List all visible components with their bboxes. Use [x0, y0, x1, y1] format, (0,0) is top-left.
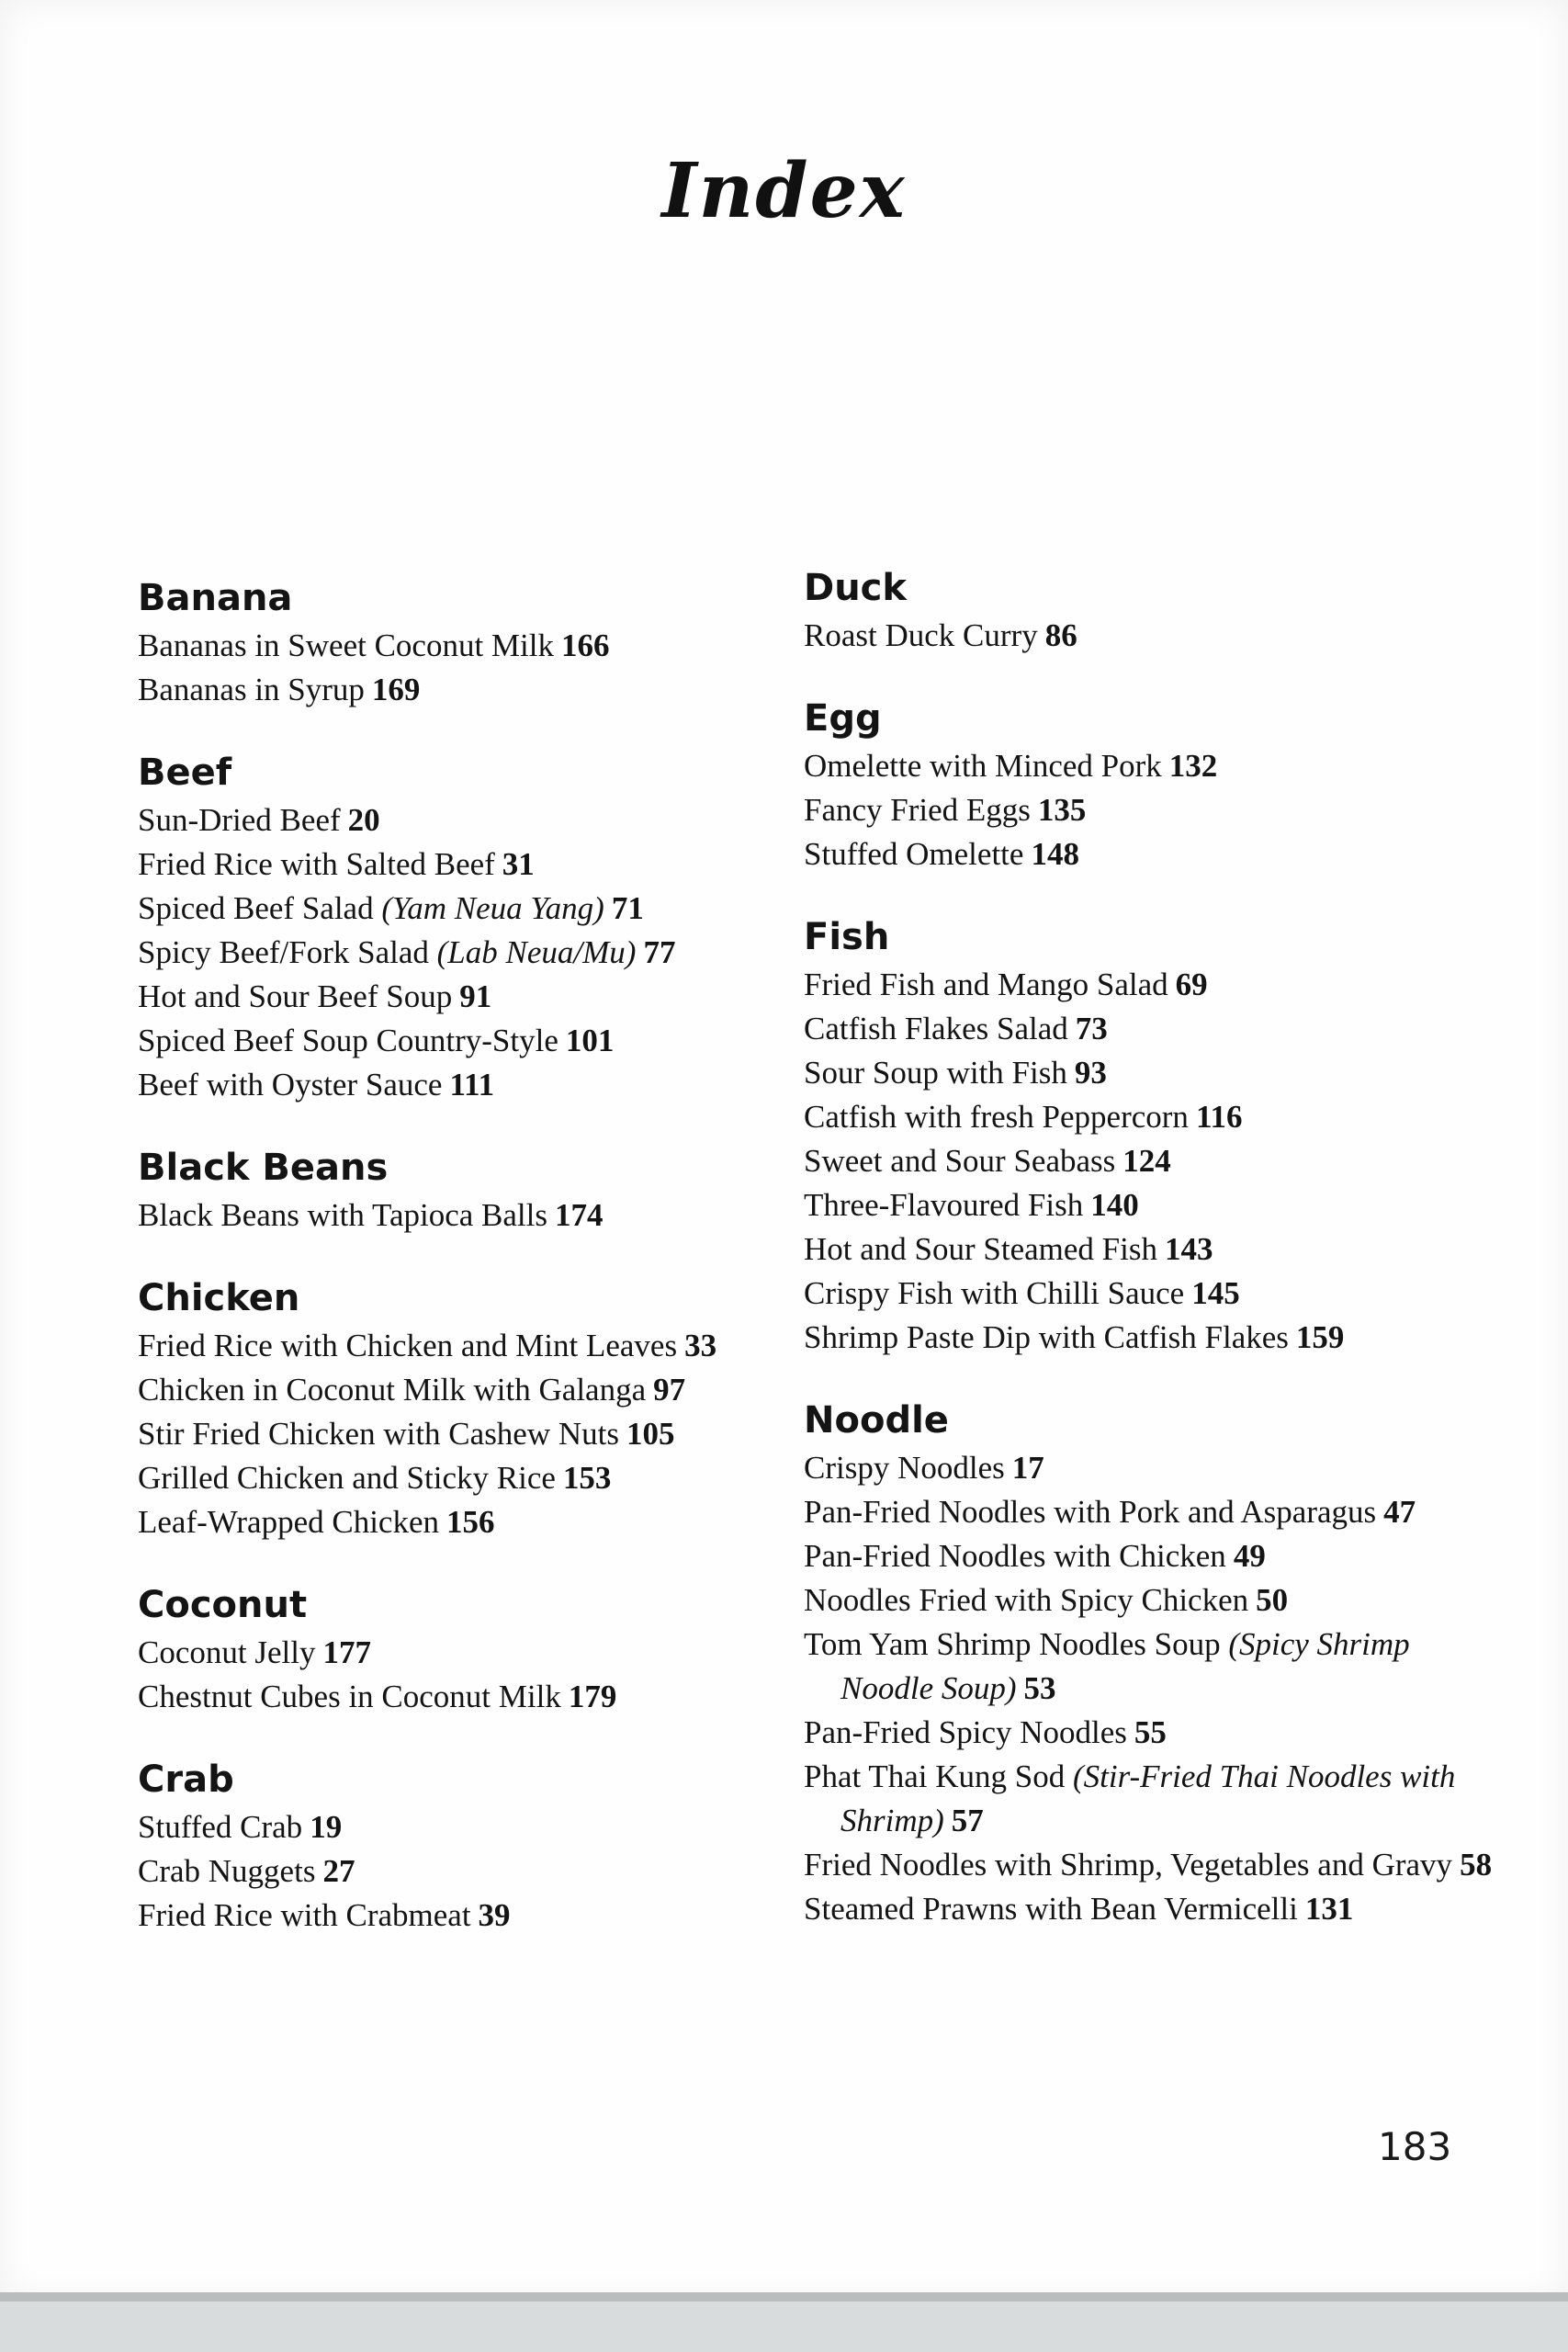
section-heading: Fish	[804, 916, 890, 958]
entry-page-number: 77	[643, 934, 676, 970]
entry-page-number: 105	[626, 1416, 675, 1452]
index-entry	[804, 1095, 1502, 1139]
index-entry	[138, 1019, 781, 1063]
index-section	[138, 1756, 781, 1938]
entry-page-number: 132	[1168, 748, 1218, 784]
entry-page-number: 156	[446, 1504, 495, 1540]
index-entry	[804, 963, 1502, 1007]
entry-title: Grilled Chicken and Sticky Rice	[138, 1460, 556, 1496]
entry-page-number: 169	[371, 672, 421, 707]
entry-page-number: 97	[653, 1372, 686, 1408]
index-entry	[804, 1139, 1502, 1183]
index-entry	[804, 788, 1502, 832]
index-entry	[804, 832, 1502, 876]
entry-page-number: 91	[459, 978, 492, 1014]
entry-title: Sun-Dried Beef	[138, 802, 341, 838]
index-entry	[804, 1183, 1502, 1227]
page-number: 183	[1378, 2124, 1452, 2169]
index-entry	[804, 1578, 1502, 1623]
section-heading: Crab	[138, 1758, 234, 1801]
entry-title: Three-Flavoured Fish	[804, 1187, 1084, 1223]
index-column-right	[804, 564, 1502, 1968]
entry-page-number: 58	[1460, 1847, 1493, 1883]
entry-page-number: 148	[1031, 836, 1079, 872]
entry-page-number: 86	[1044, 617, 1077, 653]
section-heading: Beef	[138, 752, 232, 794]
section-heading: Noodle	[804, 1399, 949, 1442]
index-entry	[138, 1500, 781, 1544]
entry-title: Hot and Sour Beef Soup	[138, 978, 453, 1014]
index-entry	[138, 842, 781, 887]
entry-title: Omelette with Minced Pork	[804, 748, 1162, 784]
entry-title: Bananas in Syrup	[138, 672, 365, 707]
index-entry	[804, 1316, 1502, 1360]
entry-title: Stuffed Omelette	[804, 836, 1024, 872]
entry-translation: (Stir-Fried Thai Noodles with Shrimp)	[840, 1758, 1456, 1838]
entry-translation: (Yam Neua Yang)	[381, 890, 604, 926]
index-section	[804, 1396, 1502, 1931]
index-entry	[804, 1446, 1502, 1490]
entry-title: Fried Noodles with Shrimp, Vegetables and Gravy	[804, 1847, 1453, 1883]
entry-page-number: 53	[1023, 1670, 1056, 1706]
index-entry	[804, 1843, 1502, 1887]
entry-page-number: 57	[951, 1803, 984, 1838]
entry-page-number: 55	[1134, 1714, 1167, 1750]
entry-translation: (Spicy Shrimp Noodle Soup)	[840, 1626, 1410, 1706]
index-entry	[804, 1227, 1502, 1272]
entry-title: Coconut Jelly	[138, 1634, 316, 1670]
entry-title: Leaf-Wrapped Chicken	[138, 1504, 440, 1540]
entry-title: Phat Thai Kung Sod	[804, 1758, 1066, 1794]
entry-page-number: 111	[449, 1067, 495, 1102]
index-section	[138, 749, 781, 1107]
index-entry	[138, 1894, 781, 1938]
entry-title: Spicy Beef/Fork Salad	[138, 934, 429, 970]
index-entry	[138, 1849, 781, 1894]
entry-page-number: 49	[1233, 1538, 1266, 1574]
index-section	[138, 574, 781, 712]
entry-title: Sour Soup with Fish	[804, 1055, 1067, 1091]
page-edge	[0, 2292, 1568, 2301]
entry-title: Tom Yam Shrimp Noodles Soup	[804, 1626, 1221, 1662]
index-entry	[804, 614, 1502, 658]
entry-title: Fancy Fried Eggs	[804, 792, 1031, 828]
index-entry	[804, 1534, 1502, 1578]
entry-page-number: 131	[1304, 1891, 1354, 1927]
index-entry	[804, 1755, 1502, 1843]
entry-title: Spiced Beef Salad	[138, 890, 374, 926]
entry-page-number: 140	[1090, 1187, 1139, 1223]
index-entry	[804, 1272, 1502, 1316]
entry-title: Stir Fried Chicken with Cashew Nuts	[138, 1416, 619, 1452]
entry-title: Fried Rice with Salted Beef	[138, 846, 495, 882]
entry-page-number: 33	[684, 1328, 717, 1363]
entry-page-number: 19	[310, 1809, 343, 1845]
entry-page-number: 124	[1122, 1143, 1171, 1179]
section-heading: Egg	[804, 697, 882, 740]
entry-page-number: 145	[1191, 1275, 1240, 1311]
index-entry	[804, 1051, 1502, 1095]
entry-page-number: 159	[1295, 1319, 1345, 1355]
entry-page-number: 47	[1383, 1494, 1416, 1530]
entry-page-number: 153	[562, 1460, 612, 1496]
entry-page-number: 174	[554, 1197, 604, 1233]
entry-page-number: 177	[322, 1634, 371, 1670]
index-entry	[138, 975, 781, 1019]
section-heading: Coconut	[138, 1584, 308, 1626]
index-entry	[804, 1623, 1502, 1711]
entry-page-number: 116	[1195, 1099, 1243, 1135]
index-entry	[138, 1456, 781, 1500]
entry-page-number: 31	[502, 846, 535, 882]
entry-page-number: 73	[1075, 1011, 1108, 1046]
index-entry	[138, 668, 781, 712]
index-entry	[138, 931, 781, 975]
index-column-left	[138, 574, 781, 1974]
entry-translation: (Lab Neua/Mu)	[436, 934, 637, 970]
entry-title: Roast Duck Curry	[804, 617, 1038, 653]
entry-page-number: 93	[1074, 1055, 1107, 1091]
entry-title: Sweet and Sour Seabass	[804, 1143, 1116, 1179]
entry-title: Crispy Fish with Chilli Sauce	[804, 1275, 1185, 1311]
index-section	[138, 1274, 781, 1544]
index-entry	[138, 1675, 781, 1719]
index-entry	[804, 1007, 1502, 1051]
entry-title: Noodles Fried with Spicy Chicken	[804, 1582, 1249, 1618]
index-section	[804, 564, 1502, 658]
index-section	[804, 695, 1502, 876]
entry-page-number: 39	[478, 1897, 511, 1933]
index-entry	[804, 1490, 1502, 1534]
entry-title: Pan-Fried Noodles with Chicken	[804, 1538, 1226, 1574]
entry-page-number: 27	[322, 1853, 355, 1889]
index-section	[138, 1144, 781, 1238]
entry-title: Black Beans with Tapioca Balls	[138, 1197, 547, 1233]
index-entry	[138, 1324, 781, 1368]
entry-title: Fried Rice with Crabmeat	[138, 1897, 471, 1933]
entry-page-number: 101	[565, 1023, 615, 1058]
entry-page-number: 135	[1037, 792, 1087, 828]
entry-title: Stuffed Crab	[138, 1809, 303, 1845]
index-entry	[138, 887, 781, 931]
entry-title: Catfish with fresh Peppercorn	[804, 1099, 1189, 1135]
entry-title: Steamed Prawns with Bean Vermicelli	[804, 1891, 1298, 1927]
index-entry	[138, 1368, 781, 1412]
entry-title: Chicken in Coconut Milk with Galanga	[138, 1372, 647, 1408]
index-entry	[138, 798, 781, 842]
entry-title: Bananas in Sweet Coconut Milk	[138, 628, 555, 663]
entry-title: Hot and Sour Steamed Fish	[804, 1231, 1157, 1267]
entry-title: Chestnut Cubes in Coconut Milk	[138, 1679, 561, 1714]
entry-page-number: 50	[1256, 1582, 1289, 1618]
entry-title: Fried Fish and Mango Salad	[804, 967, 1168, 1002]
entry-title: Shrimp Paste Dip with Catfish Flakes	[804, 1319, 1289, 1355]
entry-page-number: 20	[347, 802, 380, 838]
entry-page-number: 166	[561, 628, 610, 663]
entry-title: Pan-Fried Noodles with Pork and Asparagus	[804, 1494, 1377, 1530]
index-entry	[138, 1193, 781, 1238]
index-entry	[138, 624, 781, 668]
section-heading: Black Beans	[138, 1147, 389, 1189]
entry-page-number: 179	[568, 1679, 617, 1714]
index-entry	[138, 1412, 781, 1456]
section-heading: Banana	[138, 577, 293, 619]
index-entry	[138, 1631, 781, 1675]
index-entry	[138, 1063, 781, 1107]
entry-title: Crab Nuggets	[138, 1853, 316, 1889]
entry-page-number: 71	[611, 890, 644, 926]
section-heading: Chicken	[138, 1277, 300, 1319]
section-heading: Duck	[804, 567, 907, 609]
index-entry	[804, 1887, 1502, 1931]
entry-title: Pan-Fried Spicy Noodles	[804, 1714, 1127, 1750]
index-entry	[804, 1711, 1502, 1755]
page-title: Index	[661, 147, 907, 235]
entry-title: Fried Rice with Chicken and Mint Leaves	[138, 1328, 678, 1363]
entry-title: Beef with Oyster Sauce	[138, 1067, 443, 1102]
entry-title: Crispy Noodles	[804, 1450, 1005, 1486]
entry-title: Catfish Flakes Salad	[804, 1011, 1068, 1046]
index-entry	[804, 744, 1502, 788]
entry-page-number: 69	[1175, 967, 1208, 1002]
index-section	[804, 913, 1502, 1360]
index-entry	[138, 1805, 781, 1849]
entry-page-number: 143	[1164, 1231, 1213, 1267]
entry-title: Spiced Beef Soup Country-Style	[138, 1023, 558, 1058]
index-section	[138, 1581, 781, 1719]
entry-page-number: 17	[1011, 1450, 1044, 1486]
